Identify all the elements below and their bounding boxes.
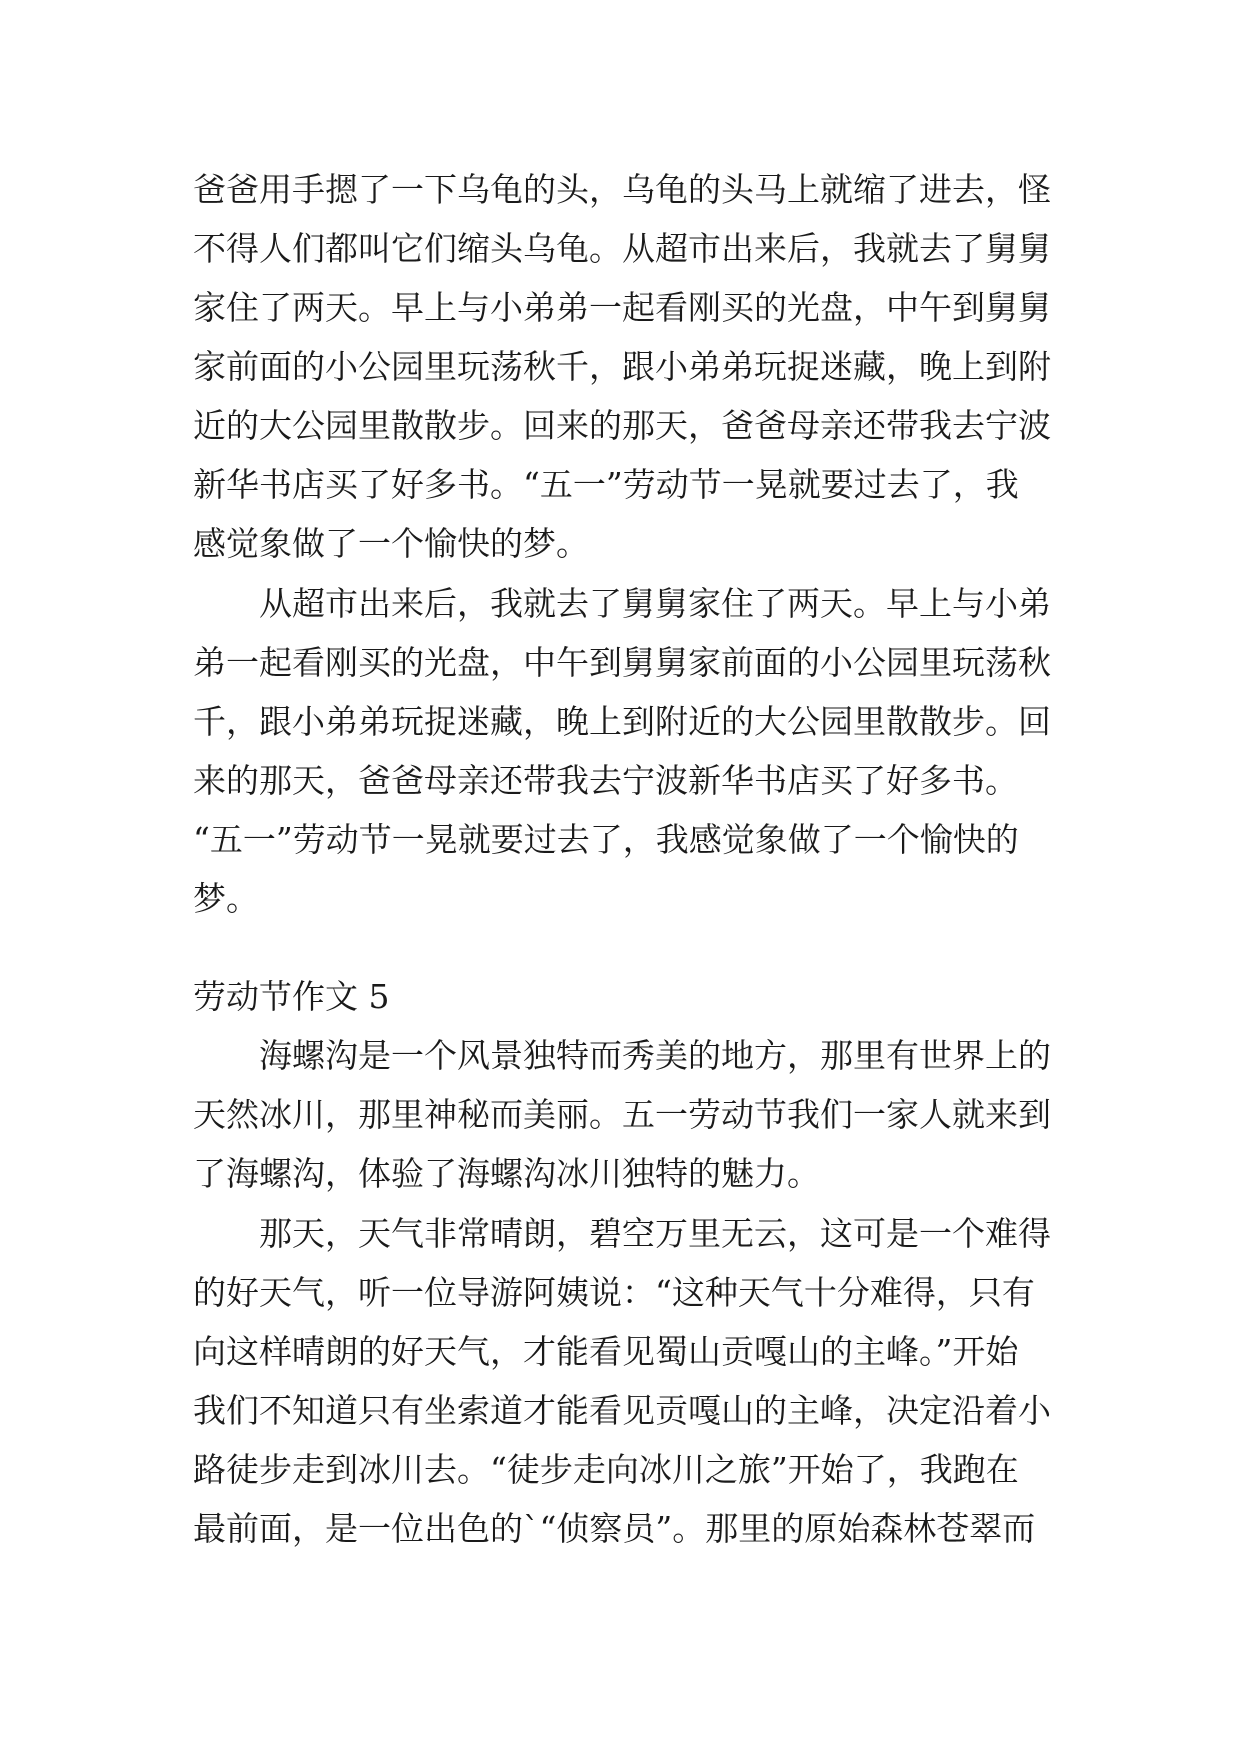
paragraph-3 — [193, 1026, 1051, 1203]
heading-text: 劳动节作文 5 — [193, 977, 390, 1016]
paragraph-line: 不得人们都叫它们缩头乌龟。从超市出来后，我就去了舅舅 — [193, 229, 1051, 268]
paragraph-line: 感觉象做了一个愉快的梦。 — [193, 524, 589, 563]
paragraph-line: 向这样晴朗的好天气，才能看见蜀山贡嘎山的主峰。”开始 — [193, 1332, 1019, 1371]
paragraph-line: 我们不知道只有坐索道才能看见贡嘎山的主峰，决定沿着小 — [193, 1391, 1051, 1430]
paragraph-line: “五一”劳动节一晃就要过去了，我感觉象做了一个愉快的 — [193, 820, 1019, 859]
paragraph-line: 梦。 — [193, 879, 259, 918]
paragraph-line: 从超市出来后，我就去了舅舅家住了两天。早上与小弟 — [259, 584, 1051, 623]
paragraph-line: 了海螺沟，体验了海螺沟冰川独特的魅力。 — [193, 1154, 820, 1193]
paragraph-1 — [193, 160, 1051, 573]
paragraph-line: 弟一起看刚买的光盘，中午到舅舅家前面的小公园里玩荡秋 — [193, 643, 1051, 682]
paragraph-line: 千，跟小弟弟玩捉迷藏，晚上到附近的大公园里散散步。回 — [193, 702, 1051, 741]
paragraph-line: 家住了两天。早上与小弟弟一起看刚买的光盘，中午到舅舅 — [193, 288, 1051, 327]
paragraph-line: 新华书店买了好多书。“五一”劳动节一晃就要过去了，我 — [193, 465, 1019, 504]
paragraph-line: 的好天气，听一位导游阿姨说：“这种天气十分难得，只有 — [193, 1273, 1035, 1312]
paragraph-line: 最前面，是一位出色的`“侦察员”。那里的原始森林苍翠而 — [193, 1509, 1036, 1548]
paragraph-line: 海螺沟是一个风景独特而秀美的地方，那里有世界上的 — [259, 1036, 1051, 1075]
paragraph-line: 近的大公园里散散步。回来的那天，爸爸母亲还带我去宁波 — [193, 406, 1051, 445]
section-heading — [193, 967, 1051, 1026]
paragraph-line: 那天，天气非常晴朗，碧空万里无云，这可是一个难得 — [259, 1214, 1051, 1253]
paragraph-line: 爸爸用手摁了一下乌龟的头，乌龟的头马上就缩了进去，怪 — [193, 170, 1051, 209]
paragraph-line: 家前面的小公园里玩荡秋千，跟小弟弟玩捉迷藏，晚上到附 — [193, 347, 1051, 386]
paragraph-line: 天然冰川，那里神秘而美丽。五一劳动节我们一家人就来到 — [193, 1095, 1051, 1134]
paragraph-4 — [193, 1204, 1051, 1558]
paragraph-line: 路徒步走到冰川去。“徒步走向冰川之旅”开始了，我跑在 — [193, 1450, 1019, 1489]
paragraph-2 — [193, 574, 1051, 928]
paragraph-line: 来的那天，爸爸母亲还带我去宁波新华书店买了好多书。 — [193, 761, 1018, 800]
